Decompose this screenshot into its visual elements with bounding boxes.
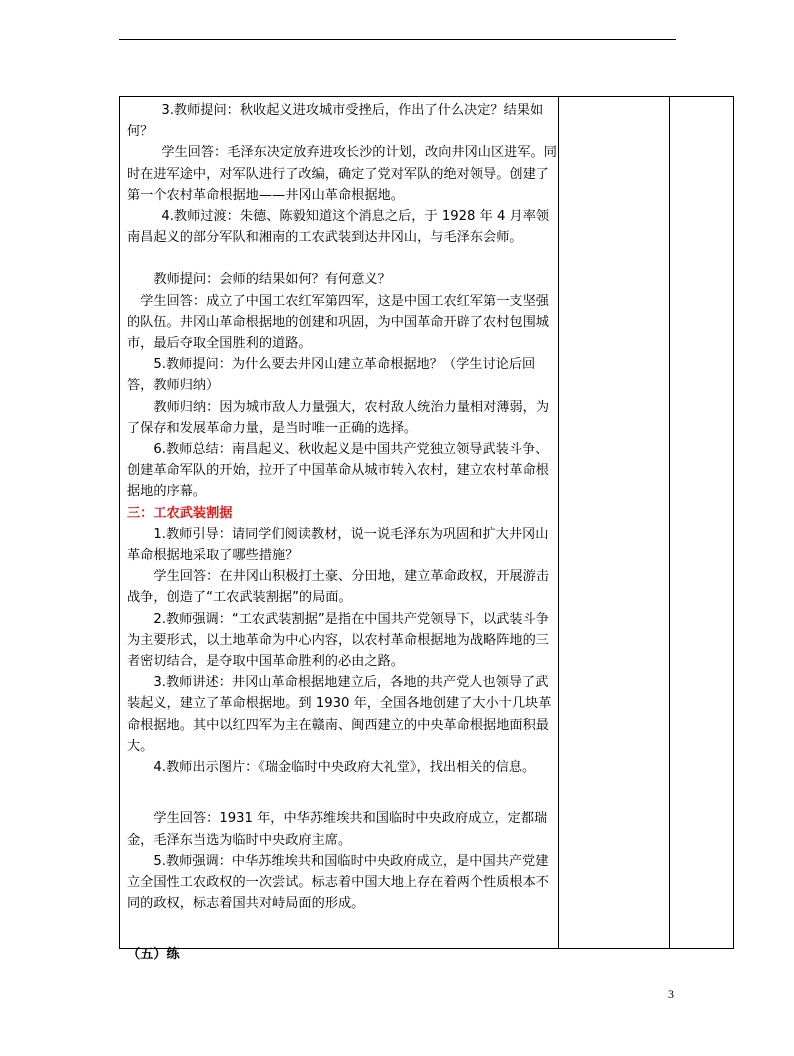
paragraph: 1.教师引导：请同学们阅读教材，说一说毛泽东为巩固和扩大井冈山革命根据地采取了哪些措施？ [127,526,549,564]
paragraph: 教师归纳：因为城市敌人力量强大，农村敌人统治力量相对薄弱，为了保存和发展革命力量，是当时唯一正确的选择。 [127,399,550,436]
column-divider [558,97,559,948]
paragraph: 学生回答：毛泽东决定放弃进攻长沙的计划，改向井冈山区进军。同时在进军途中，对军队进行了改编，确定了党对军队的绝对领导。创建了第一个农村革命根据地——井冈山革命根据地。 [127,145,557,203]
paragraph: 2.教师强调：“工农武装割据”是指在中国共产党领导下，以武装斗争为主要形式，以土地革命为中心内容，以农村革命根据地为战略阵地的三者密切结合，是夺取中国革命胜利的必由之路。 [127,611,549,670]
paragraph: 学生回答：1931 年，中华苏维埃共和国临时中央政府成立，定都瑞金，毛泽东当选为临时中央政府主席。 [127,811,548,848]
paragraph: 学生回答：在井冈山积极打土豪、分田地，建立革命政权，开展游击战争，创造了“工农武装割据”的局面。 [127,569,550,606]
page-number: 3 [668,987,674,1001]
paragraph: 3.教师讲述：井冈山革命根据地建立后，各地的共产党人也领导了武装起义，建立了革命根据地。到 1930 年，全国各地创建了大小十几块革命根据地。其中以红四军为主在赣南、闽西建立的中央革命根据地面积最大。 [127,675,552,754]
paragraph: 学生回答：成立了中国工农红军第四军，这是中国工农红军第一支坚强的队伍。井冈山革命根据地的创建和巩固，为中国革命开辟了农村包围城市，最后夺取全国胜利的道路。 [127,293,549,352]
lesson-table [119,96,734,963]
paragraph: 5.教师提问：为什么要去井冈山建立革命根据地？（学生讨论后回答，教师归纳） [127,357,536,394]
lesson-content [127,100,557,966]
column-divider [669,97,670,948]
section-heading: 三：工农武装割据 [127,505,233,521]
paragraph: 4.教师过渡：朱德、陈毅知道这个消息之后，于 1928 年 4 月率领南昌起义的部分军队和湘南的工农武装到达井冈山，与毛泽东会师。 [127,209,550,246]
paragraph: 教师提问：会师的结果如何？有何意义？ [153,272,391,288]
paragraph: 5.教师强调：中华苏维埃共和国临时中央政府成立，是中国共产党建立全国性工农政权的一次尝试。标志着中国大地上存在着两个性质根本不同的政权，标志着国共对峙局面的形成。 [127,853,549,912]
paragraph: 4.教师出示图片：《瑞金临时中央政府大礼堂》，找出相关的信息。 [153,760,536,776]
paragraph: 6.教师总结：南昌起义、秋收起义是中国共产党独立领导武装斗争、创建革命军队的开始，拉开了中国革命从城市转入农村，建立农村革命根据地的序幕。 [127,442,549,500]
paragraph: 3.教师提问：秋收起义进攻城市受挫后，作出了什么决定？结果如何？ [127,103,544,140]
section-heading: （五）练 [127,947,180,963]
header-rule [119,39,676,40]
